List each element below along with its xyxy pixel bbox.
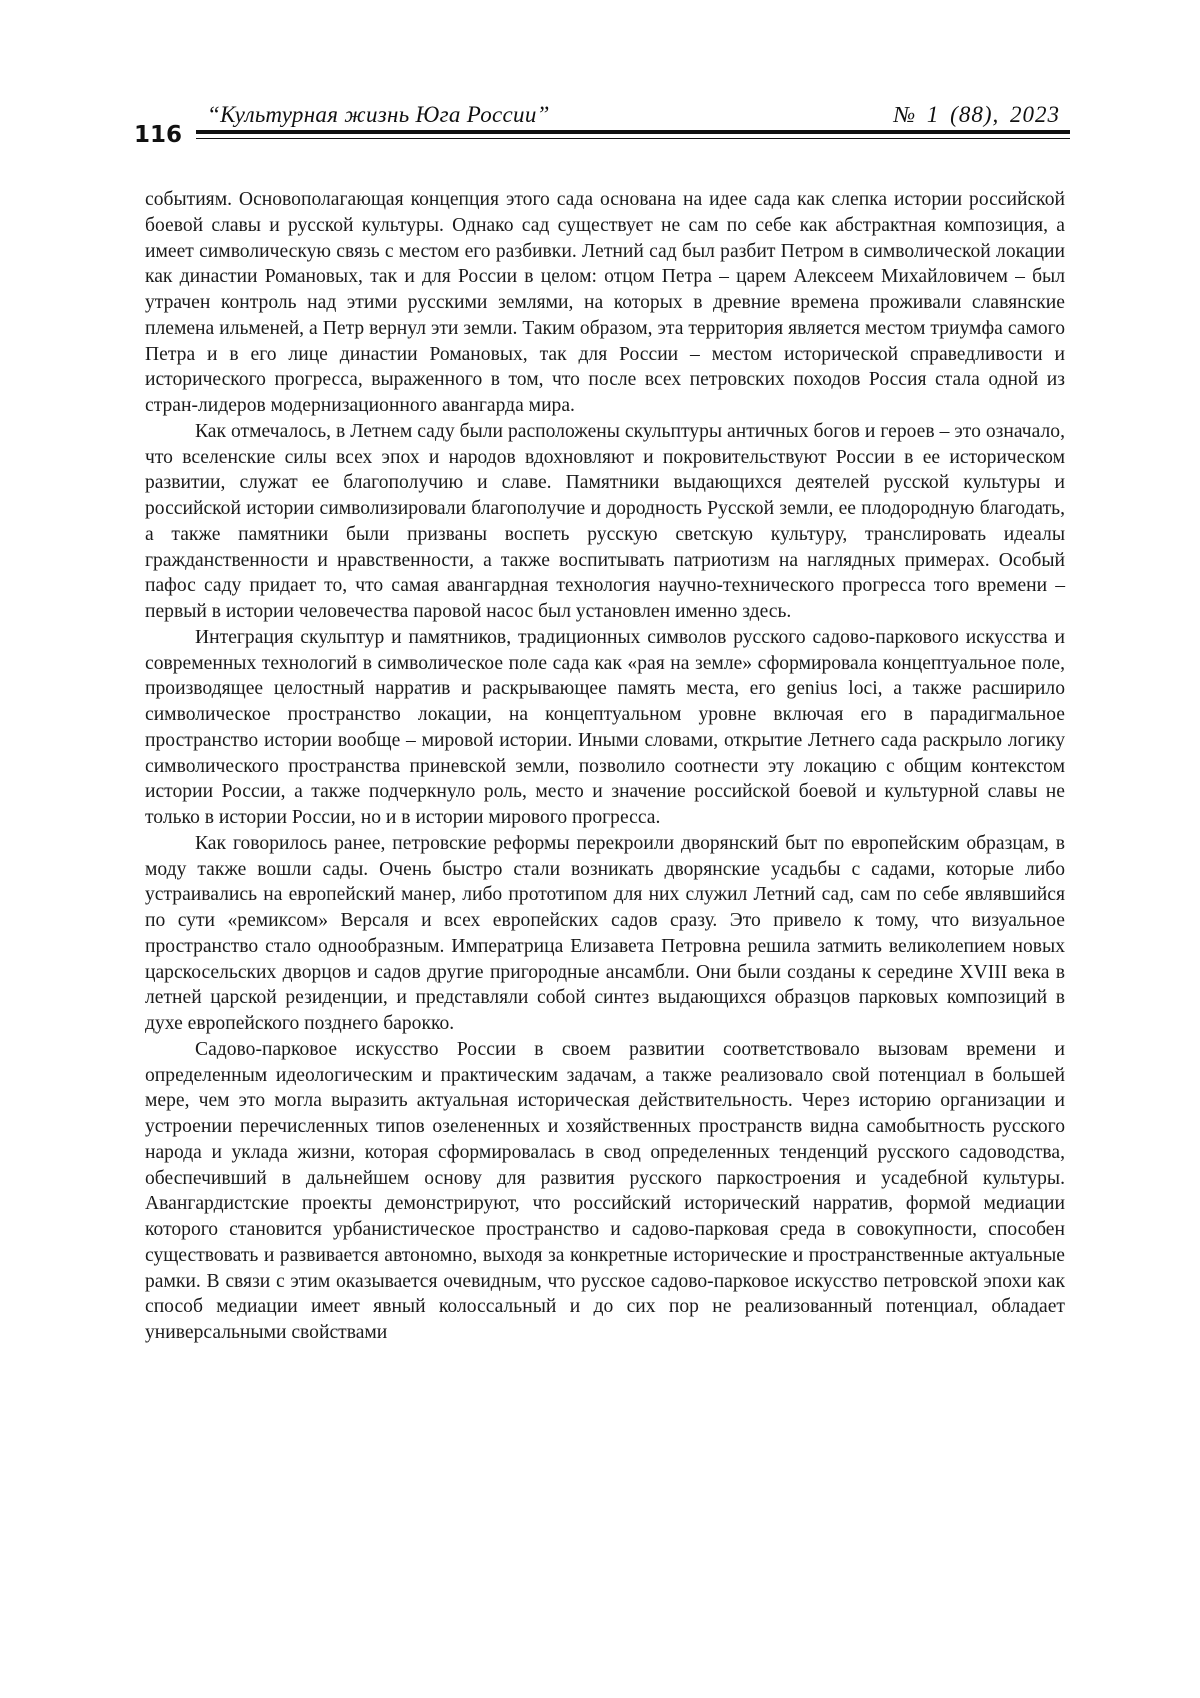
paragraph-3: Интеграция скульптур и памятников, традиционных символов русского садово-парково­го искусства и современных технологий в символическое поле сада как «рая на земле» сформировала концептуальное поле, производящее целостный нарратив и раскрывающее память места, его genius loci, а также расширило символическое пространство локации, на концептуальном уровне включая его в парадигмальное пространство истории вообще – мировой истории. Иными словами, открытие Летнего сада раскрыло логику символического пространства приневской земли, позволило соотнести эту локацию с общим контекстом истории России, а также подчеркнуло роль, место и значение российской боевой и культур­ной славы не только в истории России, но и в истории мирового прогресса.	[145, 625, 1065, 831]
paragraph-1: событиям. Основополагающая концепция этого сада основана на идее сада как слепка истории российской боевой славы и русской культуры. Однако сад существует не сам по себе как абстрактная композиция, а имеет символическую связь с местом его разбивки. Летний сад был разбит Петром в символической локации как династии Романовых, так и для России в целом: отцом Петра – царем Алексеем Михайловичем – был утрачен кон­троль над этими русскими землями, на которых в древние времена проживали славянские племена ильменей, а Петр вернул эти земли. Таким образом, эта территория является местом триумфа самого Петра и в его лице династии Романовых, так для России – местом исторической справедливости и исторического прогресса, выраженного в том, что после всех петровских походов Россия стала одной из стран-лидеров модернизационного авангарда мира.	[145, 187, 1065, 419]
document-page	[0, 0, 1200, 1698]
paragraph-5: Садово-парковое искусство России в своем развитии соответствовало вызовам време­ни и определенным идеологическим и практическим задачам, а также реализовало свой потенциал в большей мере, чем это могла выразить актуальная историческая действитель­ность. Через историю организации и устроении перечисленных типов озелененных и хозяй­ственных пространств видна самобытность русского народа и уклада жизни, которая сфор­мировалась в свод определенных тенденций русского садоводства, обеспечивший в даль­нейшем основу для развития русского паркостроения и усадебной культуры. Авангардист­ские проекты демонстрируют, что российский исторический нарратив, формой медиации которого становится урбанистическое пространство и садово-парковая среда в совокупно­сти, способен существовать и развивается автономно, выходя за конкретные исторические и пространственные актуальные рамки. В связи с этим оказывается очевидным, что рус­ское садово-парковое искусство петровской эпохи как способ медиации имеет явный колос­сальный и до сих пор не реализованный потенциал, обладает универсальными свойствами	[145, 1037, 1065, 1346]
article-body	[145, 187, 1065, 1346]
paragraph-4: Как говорилось ранее, петровские реформы перекроили дворянский быт по европей­ским образцам, в моду также вошли сады. Очень быстро стали возникать дворянские усадьбы с садами, которые либо устраивались на европейский манер, либо прототипом для них служил Летний сад, сам по себе являвшийся по сути «ремиксом» Версаля и всех европейских садов сразу. Это привело к тому, что визуальное пространство стало однооб­разным. Императрица Елизавета Петровна решила затмить великолепием новых царско­сельских дворцов и садов другие пригородные ансамбли. Они были созданы к середине XVIII века в летней царской резиденции, и представляли собой синтез выдающихся образ­цов парковых композиций в духе европейского позднего барокко.	[145, 831, 1065, 1037]
header-rule-thick	[196, 130, 1070, 134]
issue-number: № 1 (88), 2023	[893, 102, 1060, 128]
paragraph-2: Как отмечалось, в Летнем саду были расположены скульптуры античных богов и героев – это означало, что вселенские силы всех эпох и народов вдохновляют и покрови­тельствуют России в ее историческом развитии, служат ее благополучию и славе. Памят­ники выдающихся деятелей русской культуры и российской истории символизировали бла­гополучие и дородность Русской земли, ее плодородную благодать, а также памятники были призваны воспеть русскую светскую культуру, транслировать идеалы гражданственно­сти и нравственности, а также воспитывать патриотизм на наглядных примерах. Особый пафос саду придает то, что самая авангардная технология научно-технического прогресса того времени – первый в истории человечества паровой насос был установлен именно здесь.	[145, 419, 1065, 625]
journal-title: “Культурная жизнь Юга России”	[207, 102, 550, 128]
header-rule-thin	[196, 138, 1070, 139]
page-number: 116	[134, 122, 182, 148]
